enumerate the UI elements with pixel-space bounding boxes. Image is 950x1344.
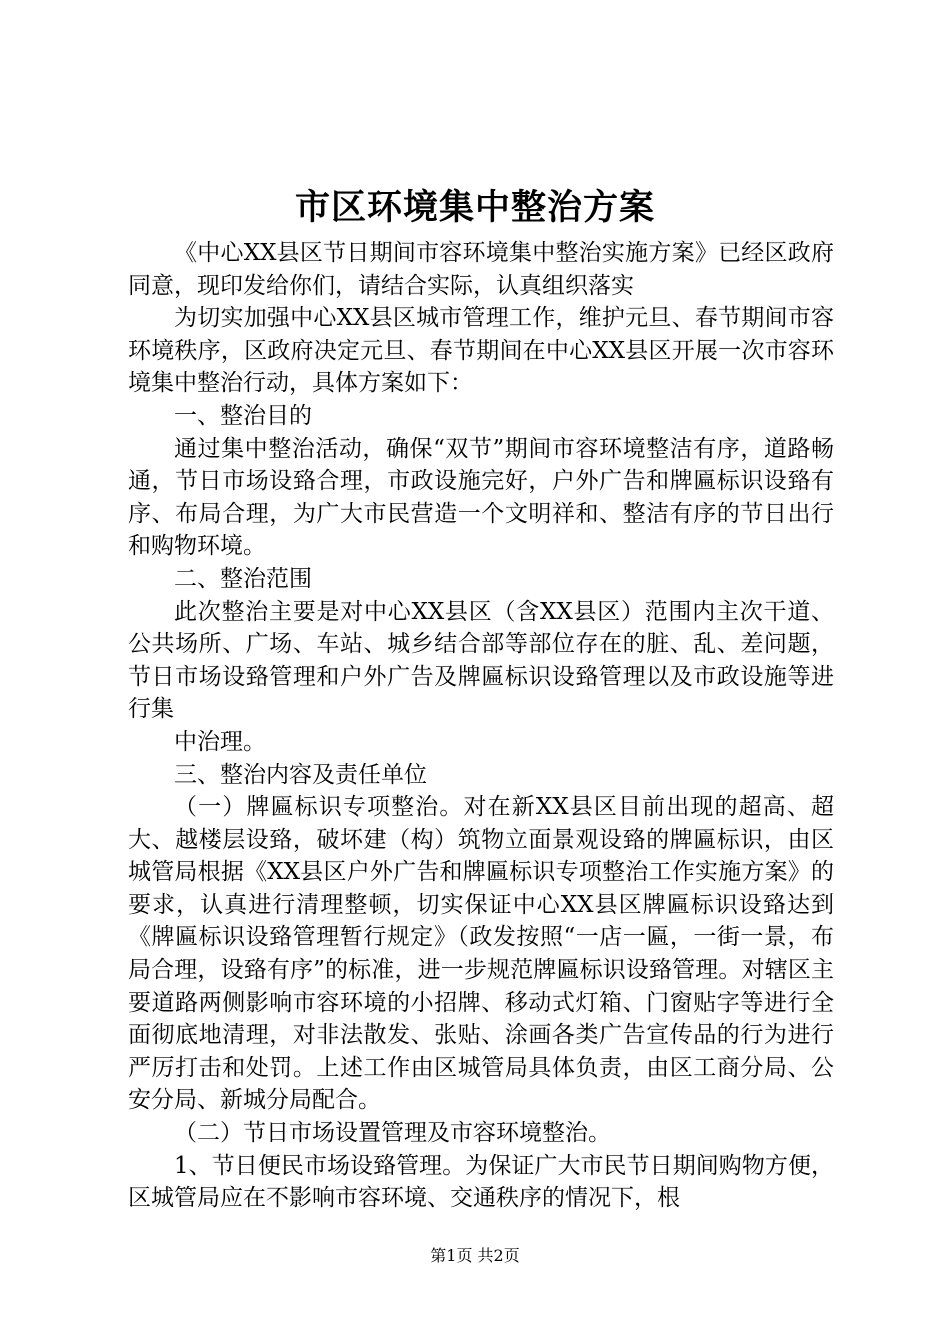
section-heading-scope: 二、整治范围	[174, 565, 312, 592]
paragraph-scope: 此次整治主要是对中心XX县区（含XX县区）范围内主次干道、公共场所、广场、车站、城乡结合部等部位存在的脏、乱、差问题，节日市场设臵管理和户外广告及牌匾标识设臵管理以及市政设施等进行集	[128, 598, 834, 723]
paragraph-goal: 通过集中整治活动，确保“双节”期间市容环境整洁有序，道路畅通，节日市场设臵合理，市政设施完好，户外广告和牌匾标识设臵有序、布局合理，为广大市民营造一个文明祥和、整洁有序的节日出行和购物环境。	[128, 435, 834, 560]
page-number-footer: 第1页 共2页	[430, 1246, 520, 1265]
paragraph-scope-continued: 中治理。	[174, 728, 266, 755]
paragraph-signage: （一）牌匾标识专项整治。对在新XX县区目前出现的超高、超大、越楼层设臵，破坏建（构）筑物立面景观设臵的牌匾标识，由区城管局根据《XX县区户外广告和牌匾标识专项整治工作实施方案》的要求，认真进行清理整顿，切实保证中心XX县区牌匾标识设臵达到《牌匾标识设臵管理暂行规定》（政发按照“一店一匾，一街一景，布局合理，设臵有序”的标准，进一步规范牌匾标识设臵管理。对辖区主要道路两侧影响市容环境的小招牌、移动式灯箱、门窗贴字等进行全面彻底地清理，对非法散发、张贴、涂画各类广告宣传品的行为进行严厉打击和处罚。上述工作由区城管局具体负责，由区工商分局、公安分局、新城分局配合。	[128, 794, 834, 1114]
paragraph-purpose-statement: 为切实加强中心XX县区城市管理工作，维护元旦、春节期间市容环境秩序，区政府决定元旦、春节期间在中心XX县区开展一次市容环境集中整治行动，具体方案如下：	[128, 305, 834, 397]
paragraph-market: 1、节日便民市场设臵管理。为保证广大市民节日期间购物方便，区城管局应在不影响市容环境、交通秩序的情况下，根	[128, 1152, 834, 1212]
section-heading-content: 三、整治内容及责任单位	[174, 761, 427, 788]
subheading-market: （二）节日市场设置管理及市容环境整治。	[174, 1120, 611, 1147]
section-heading-goal: 一、整治目的	[174, 402, 312, 429]
document-title: 市区环境集中整治方案	[294, 187, 655, 228]
paragraph-intro: 《中心XX县区节日期间市容环境集中整治实施方案》已经区政府同意，现印发给你们，请结合实际，认真组织落实	[128, 240, 834, 299]
document-body	[128, 237, 834, 1215]
